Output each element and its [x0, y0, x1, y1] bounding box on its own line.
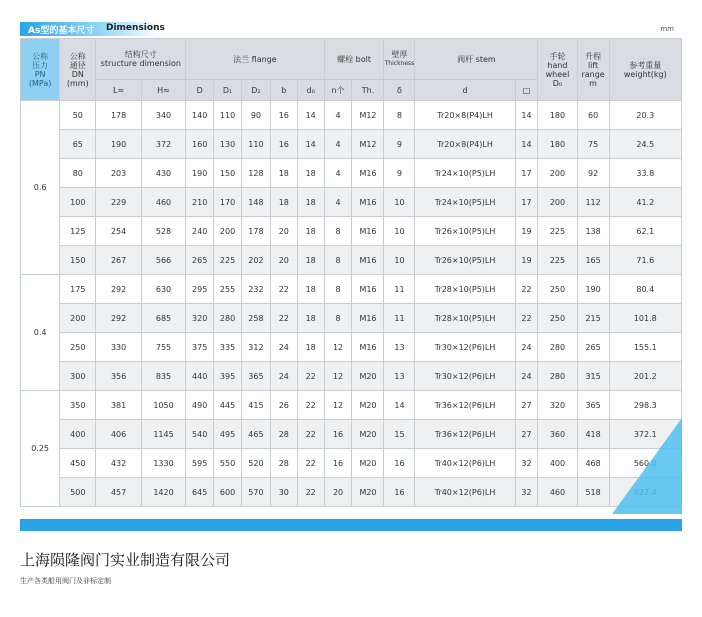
subheader-stem-d: d: [415, 80, 515, 101]
table-cell: 375: [186, 333, 214, 362]
table-cell: 595: [186, 449, 214, 478]
table-cell: 292: [96, 304, 141, 333]
table-row: [21, 420, 682, 449]
table-cell: 330: [96, 333, 141, 362]
table-cell: 110: [214, 101, 242, 130]
table-cell: 14: [384, 391, 415, 420]
header-pn: [21, 39, 60, 101]
table-cell: 10: [384, 246, 415, 275]
table-cell: 22: [297, 391, 324, 420]
table-cell: 62.1: [609, 217, 681, 246]
table-row: [21, 188, 682, 217]
table-cell: Tr20×8(P4)LH: [415, 130, 515, 159]
table-cell: 150: [214, 159, 242, 188]
table-cell: 430: [141, 159, 185, 188]
table-cell: 300: [60, 362, 96, 391]
table-cell: 26: [270, 391, 297, 420]
table-cell: 440: [186, 362, 214, 391]
footer-accent-bar: [20, 519, 682, 531]
dimensions-table-body: [21, 101, 682, 507]
table-cell: Tr28×10(P5)LH: [415, 275, 515, 304]
header-dn-line: 公称: [69, 51, 86, 61]
table-row: [21, 391, 682, 420]
table-cell: 400: [60, 420, 96, 449]
title-english: Dimensions: [106, 23, 165, 33]
table-cell: 550: [214, 449, 242, 478]
subheader-th: Th.: [352, 80, 384, 101]
table-cell: 165: [577, 246, 609, 275]
table-cell: 468: [577, 449, 609, 478]
table-cell: 200: [60, 304, 96, 333]
table-cell: 32: [515, 449, 538, 478]
table-cell: 128: [241, 159, 270, 188]
table-cell: 180: [538, 130, 577, 159]
table-cell: M12: [352, 101, 384, 130]
header-weight-line: weight(kg): [623, 69, 667, 79]
table-cell: 16: [270, 101, 297, 130]
dimensions-table-wrap: [20, 38, 682, 514]
table-cell: 280: [538, 333, 577, 362]
table-cell: 240: [186, 217, 214, 246]
table-cell: 225: [538, 217, 577, 246]
table-cell: 65: [60, 130, 96, 159]
table-cell: 11: [384, 275, 415, 304]
table-cell: 22: [270, 304, 297, 333]
corner-accent-triangle: [612, 418, 682, 514]
table-cell: 41.2: [609, 188, 681, 217]
table-cell: 202: [241, 246, 270, 275]
table-cell: 28: [270, 449, 297, 478]
table-cell: 12: [324, 391, 352, 420]
table-cell: 250: [60, 333, 96, 362]
table-row: [21, 478, 682, 507]
table-cell: 395: [214, 362, 242, 391]
table-cell: 372: [141, 130, 185, 159]
table-cell: 17: [515, 188, 538, 217]
title-chinese: As型的基本尺寸: [28, 26, 95, 36]
table-cell: 755: [141, 333, 185, 362]
table-row: [21, 159, 682, 188]
table-cell: Tr40×12(P6)LH: [415, 478, 515, 507]
table-cell: 16: [324, 420, 352, 449]
table-cell: 71.6: [609, 246, 681, 275]
table-cell: 13: [384, 362, 415, 391]
table-row: [21, 275, 682, 304]
header-handwheel-line: hand: [547, 60, 568, 70]
table-cell: 11: [384, 304, 415, 333]
table-row: [21, 333, 682, 362]
table-cell: 600: [214, 478, 242, 507]
table-cell: 20: [324, 478, 352, 507]
table-cell: 400: [538, 449, 577, 478]
table-cell: 22: [515, 304, 538, 333]
table-cell: 350: [60, 391, 96, 420]
table-cell: 280: [214, 304, 242, 333]
table-cell: 148: [241, 188, 270, 217]
table-cell: 381: [96, 391, 141, 420]
table-cell: M16: [352, 333, 384, 362]
header-thickness-line: 壁厚: [391, 50, 408, 59]
table-cell: M20: [352, 420, 384, 449]
table-cell: 13: [384, 333, 415, 362]
header-weight: [609, 39, 681, 101]
table-cell: 130: [214, 130, 242, 159]
table-cell: 8: [324, 304, 352, 333]
table-cell: 254: [96, 217, 141, 246]
table-cell: 178: [96, 101, 141, 130]
table-cell: 10: [384, 188, 415, 217]
table-cell: 22: [270, 275, 297, 304]
table-cell: 445: [214, 391, 242, 420]
table-cell: 630: [141, 275, 185, 304]
company-name: 上海陨隆阀门实业制造有限公司: [20, 551, 231, 569]
table-cell: M16: [352, 217, 384, 246]
subheader-d1: D₁: [214, 80, 242, 101]
table-cell: 627.4: [609, 478, 681, 507]
pn-cell: 0.25: [21, 391, 60, 507]
header-pn-line: (MPa): [28, 78, 52, 88]
header-range: [577, 39, 609, 101]
table-cell: 19: [515, 246, 538, 275]
table-cell: 18: [270, 159, 297, 188]
table-cell: 432: [96, 449, 141, 478]
table-cell: 292: [96, 275, 141, 304]
table-cell: 14: [297, 130, 324, 159]
table-cell: 8: [324, 217, 352, 246]
table-cell: 267: [96, 246, 141, 275]
subheader-h: H≈: [141, 80, 185, 101]
table-cell: 33.8: [609, 159, 681, 188]
table-cell: 495: [214, 420, 242, 449]
table-cell: 24: [515, 362, 538, 391]
table-cell: 14: [515, 101, 538, 130]
header-pn-line: 压力: [32, 60, 49, 70]
table-cell: 570: [241, 478, 270, 507]
header-bolt: 螺栓 bolt: [324, 39, 384, 80]
table-cell: 340: [141, 101, 185, 130]
table-cell: 500: [60, 478, 96, 507]
table-cell: 178: [241, 217, 270, 246]
table-cell: 540: [186, 420, 214, 449]
table-cell: 112: [577, 188, 609, 217]
header-dn-line: 通径: [69, 60, 86, 70]
table-cell: 4: [324, 159, 352, 188]
table-cell: 22: [297, 420, 324, 449]
table-cell: 14: [297, 101, 324, 130]
table-cell: 180: [538, 101, 577, 130]
table-cell: M16: [352, 159, 384, 188]
table-cell: 645: [186, 478, 214, 507]
table-cell: 160: [186, 130, 214, 159]
table-cell: 110: [241, 130, 270, 159]
table-cell: 50: [60, 101, 96, 130]
table-cell: 18: [297, 304, 324, 333]
subheader-square: □: [515, 80, 538, 101]
table-cell: 225: [214, 246, 242, 275]
table-cell: 312: [241, 333, 270, 362]
table-cell: 203: [96, 159, 141, 188]
table-cell: 20: [270, 246, 297, 275]
header-structure-line: structure dimension: [100, 59, 181, 68]
table-cell: 315: [577, 362, 609, 391]
table-cell: 22: [515, 275, 538, 304]
table-cell: M20: [352, 478, 384, 507]
table-cell: 16: [270, 130, 297, 159]
table-cell: 335: [214, 333, 242, 362]
table-cell: 200: [214, 217, 242, 246]
table-cell: 450: [60, 449, 96, 478]
table-cell: 18: [297, 246, 324, 275]
table-cell: 22: [297, 362, 324, 391]
table-cell: 190: [186, 159, 214, 188]
table-cell: 4: [324, 188, 352, 217]
table-cell: 24: [515, 333, 538, 362]
table-cell: 4: [324, 130, 352, 159]
table-cell: M16: [352, 304, 384, 333]
pn-cell: 0.6: [21, 101, 60, 275]
header-range-line: lift: [587, 60, 599, 70]
table-cell: M16: [352, 246, 384, 275]
table-cell: 528: [141, 217, 185, 246]
subheader-delta: δ: [384, 80, 415, 101]
table-cell: 175: [60, 275, 96, 304]
table-cell: 265: [577, 333, 609, 362]
header-thickness: [384, 39, 415, 80]
table-cell: 18: [270, 188, 297, 217]
table-cell: 16: [324, 449, 352, 478]
subheader-d2: D₂: [241, 80, 270, 101]
table-cell: 190: [577, 275, 609, 304]
header-pn-line: 公称: [32, 51, 49, 61]
table-cell: Tr30×12(P6)LH: [415, 333, 515, 362]
table-cell: 80.4: [609, 275, 681, 304]
table-cell: 465: [241, 420, 270, 449]
table-cell: 365: [577, 391, 609, 420]
table-cell: 16: [384, 478, 415, 507]
table-cell: 24.5: [609, 130, 681, 159]
table-cell: Tr36×12(P6)LH: [415, 391, 515, 420]
header-dn-line: DN: [71, 69, 84, 79]
table-cell: 18: [297, 275, 324, 304]
table-cell: 360: [538, 420, 577, 449]
table-cell: 80: [60, 159, 96, 188]
table-cell: Tr20×8(P4)LH: [415, 101, 515, 130]
table-cell: 457: [96, 478, 141, 507]
table-cell: 250: [538, 275, 577, 304]
table-row: [21, 217, 682, 246]
table-cell: 32: [515, 478, 538, 507]
header-dn-line: (mm): [66, 78, 89, 88]
table-cell: 295: [186, 275, 214, 304]
table-cell: 22: [297, 449, 324, 478]
table-cell: M16: [352, 275, 384, 304]
table-cell: 16: [384, 449, 415, 478]
dimensions-title-bar: [20, 20, 682, 38]
table-cell: 215: [577, 304, 609, 333]
subheader-d0: d₀: [297, 80, 324, 101]
table-cell: 225: [538, 246, 577, 275]
table-cell: 10: [384, 217, 415, 246]
table-cell: 1145: [141, 420, 185, 449]
table-cell: 356: [96, 362, 141, 391]
table-cell: 18: [297, 159, 324, 188]
table-cell: Tr40×12(P6)LH: [415, 449, 515, 478]
subheader-l: L≈: [96, 80, 141, 101]
table-cell: 60: [577, 101, 609, 130]
header-handwheel-line: D₀: [552, 78, 563, 88]
table-cell: 210: [186, 188, 214, 217]
table-cell: 138: [577, 217, 609, 246]
table-cell: 320: [186, 304, 214, 333]
table-cell: M20: [352, 449, 384, 478]
table-cell: 280: [538, 362, 577, 391]
table-cell: 685: [141, 304, 185, 333]
table-cell: 566: [141, 246, 185, 275]
table-cell: 150: [60, 246, 96, 275]
header-range-line: range: [581, 69, 605, 79]
table-cell: 125: [60, 217, 96, 246]
header-handwheel-line: 手轮: [549, 51, 566, 61]
header-structure: [96, 39, 186, 80]
table-cell: 365: [241, 362, 270, 391]
table-cell: 229: [96, 188, 141, 217]
table-cell: Tr26×10(P5)LH: [415, 246, 515, 275]
table-cell: 8: [324, 246, 352, 275]
table-cell: 190: [96, 130, 141, 159]
subheader-b: b: [270, 80, 297, 101]
table-cell: 20.3: [609, 101, 681, 130]
table-cell: 92: [577, 159, 609, 188]
table-cell: 101.8: [609, 304, 681, 333]
table-row: [21, 449, 682, 478]
table-cell: Tr36×12(P6)LH: [415, 420, 515, 449]
table-cell: 250: [538, 304, 577, 333]
unit-label: mm: [660, 25, 674, 33]
header-structure-line: 结构尺寸: [124, 50, 157, 59]
table-row: [21, 362, 682, 391]
table-cell: 20: [270, 217, 297, 246]
table-cell: M20: [352, 391, 384, 420]
table-cell: 232: [241, 275, 270, 304]
header-handwheel-line: wheel: [545, 69, 570, 79]
table-cell: 258: [241, 304, 270, 333]
table-cell: 8: [384, 101, 415, 130]
table-cell: Tr26×10(P5)LH: [415, 217, 515, 246]
table-cell: 406: [96, 420, 141, 449]
table-cell: 27: [515, 420, 538, 449]
table-cell: Tr24×10(P5)LH: [415, 188, 515, 217]
table-cell: 155.1: [609, 333, 681, 362]
table-cell: 18: [297, 188, 324, 217]
table-cell: 560.0: [609, 449, 681, 478]
table-cell: 200: [538, 188, 577, 217]
header-pn-line: PN: [34, 69, 46, 79]
dimensions-table: [20, 38, 682, 507]
table-cell: 460: [538, 478, 577, 507]
table-cell: 28: [270, 420, 297, 449]
header-range-line: 升程: [585, 51, 602, 61]
table-cell: 12: [324, 362, 352, 391]
company-tagline: 生产各类船用阀门及非标定制: [20, 577, 111, 585]
table-cell: 415: [241, 391, 270, 420]
header-handwheel: [538, 39, 577, 101]
table-cell: 18: [297, 217, 324, 246]
table-row: [21, 101, 682, 130]
table-cell: 255: [214, 275, 242, 304]
header-stem: 阀杆 stem: [415, 39, 538, 80]
header-dn: [60, 39, 96, 101]
table-cell: 100: [60, 188, 96, 217]
pn-cell: 0.4: [21, 275, 60, 391]
table-cell: 24: [270, 362, 297, 391]
table-cell: 8: [324, 275, 352, 304]
table-cell: 90: [241, 101, 270, 130]
table-cell: Tr24×10(P5)LH: [415, 159, 515, 188]
table-cell: 1420: [141, 478, 185, 507]
table-cell: 17: [515, 159, 538, 188]
header-weight-line: 参考重量: [629, 60, 662, 70]
table-cell: 27: [515, 391, 538, 420]
table-row: [21, 304, 682, 333]
table-row: [21, 246, 682, 275]
table-cell: 200: [538, 159, 577, 188]
table-cell: 18: [297, 333, 324, 362]
table-cell: M16: [352, 188, 384, 217]
header-flange: 法兰 flange: [186, 39, 324, 80]
header-range-line: m: [589, 78, 597, 88]
table-cell: M20: [352, 362, 384, 391]
table-cell: 372.1: [609, 420, 681, 449]
table-cell: 265: [186, 246, 214, 275]
table-cell: 24: [270, 333, 297, 362]
table-cell: 418: [577, 420, 609, 449]
table-cell: 9: [384, 159, 415, 188]
table-cell: 15: [384, 420, 415, 449]
table-cell: 75: [577, 130, 609, 159]
table-cell: 460: [141, 188, 185, 217]
table-cell: 298.3: [609, 391, 681, 420]
table-cell: 30: [270, 478, 297, 507]
table-row: [21, 130, 682, 159]
table-cell: 835: [141, 362, 185, 391]
table-cell: 19: [515, 217, 538, 246]
subheader-d: D: [186, 80, 214, 101]
table-cell: Tr30×12(P6)LH: [415, 362, 515, 391]
table-cell: 4: [324, 101, 352, 130]
table-cell: 1050: [141, 391, 185, 420]
table-cell: 140: [186, 101, 214, 130]
table-cell: 12: [324, 333, 352, 362]
table-cell: 201.2: [609, 362, 681, 391]
table-cell: M12: [352, 130, 384, 159]
table-cell: 170: [214, 188, 242, 217]
table-cell: 14: [515, 130, 538, 159]
table-cell: 22: [297, 478, 324, 507]
table-cell: 490: [186, 391, 214, 420]
table-cell: 1330: [141, 449, 185, 478]
header-thickness-line: Thickness: [384, 60, 415, 67]
subheader-n: n个: [324, 80, 352, 101]
table-cell: 320: [538, 391, 577, 420]
table-cell: 520: [241, 449, 270, 478]
table-cell: Tr28×10(P5)LH: [415, 304, 515, 333]
table-cell: 518: [577, 478, 609, 507]
table-cell: 9: [384, 130, 415, 159]
